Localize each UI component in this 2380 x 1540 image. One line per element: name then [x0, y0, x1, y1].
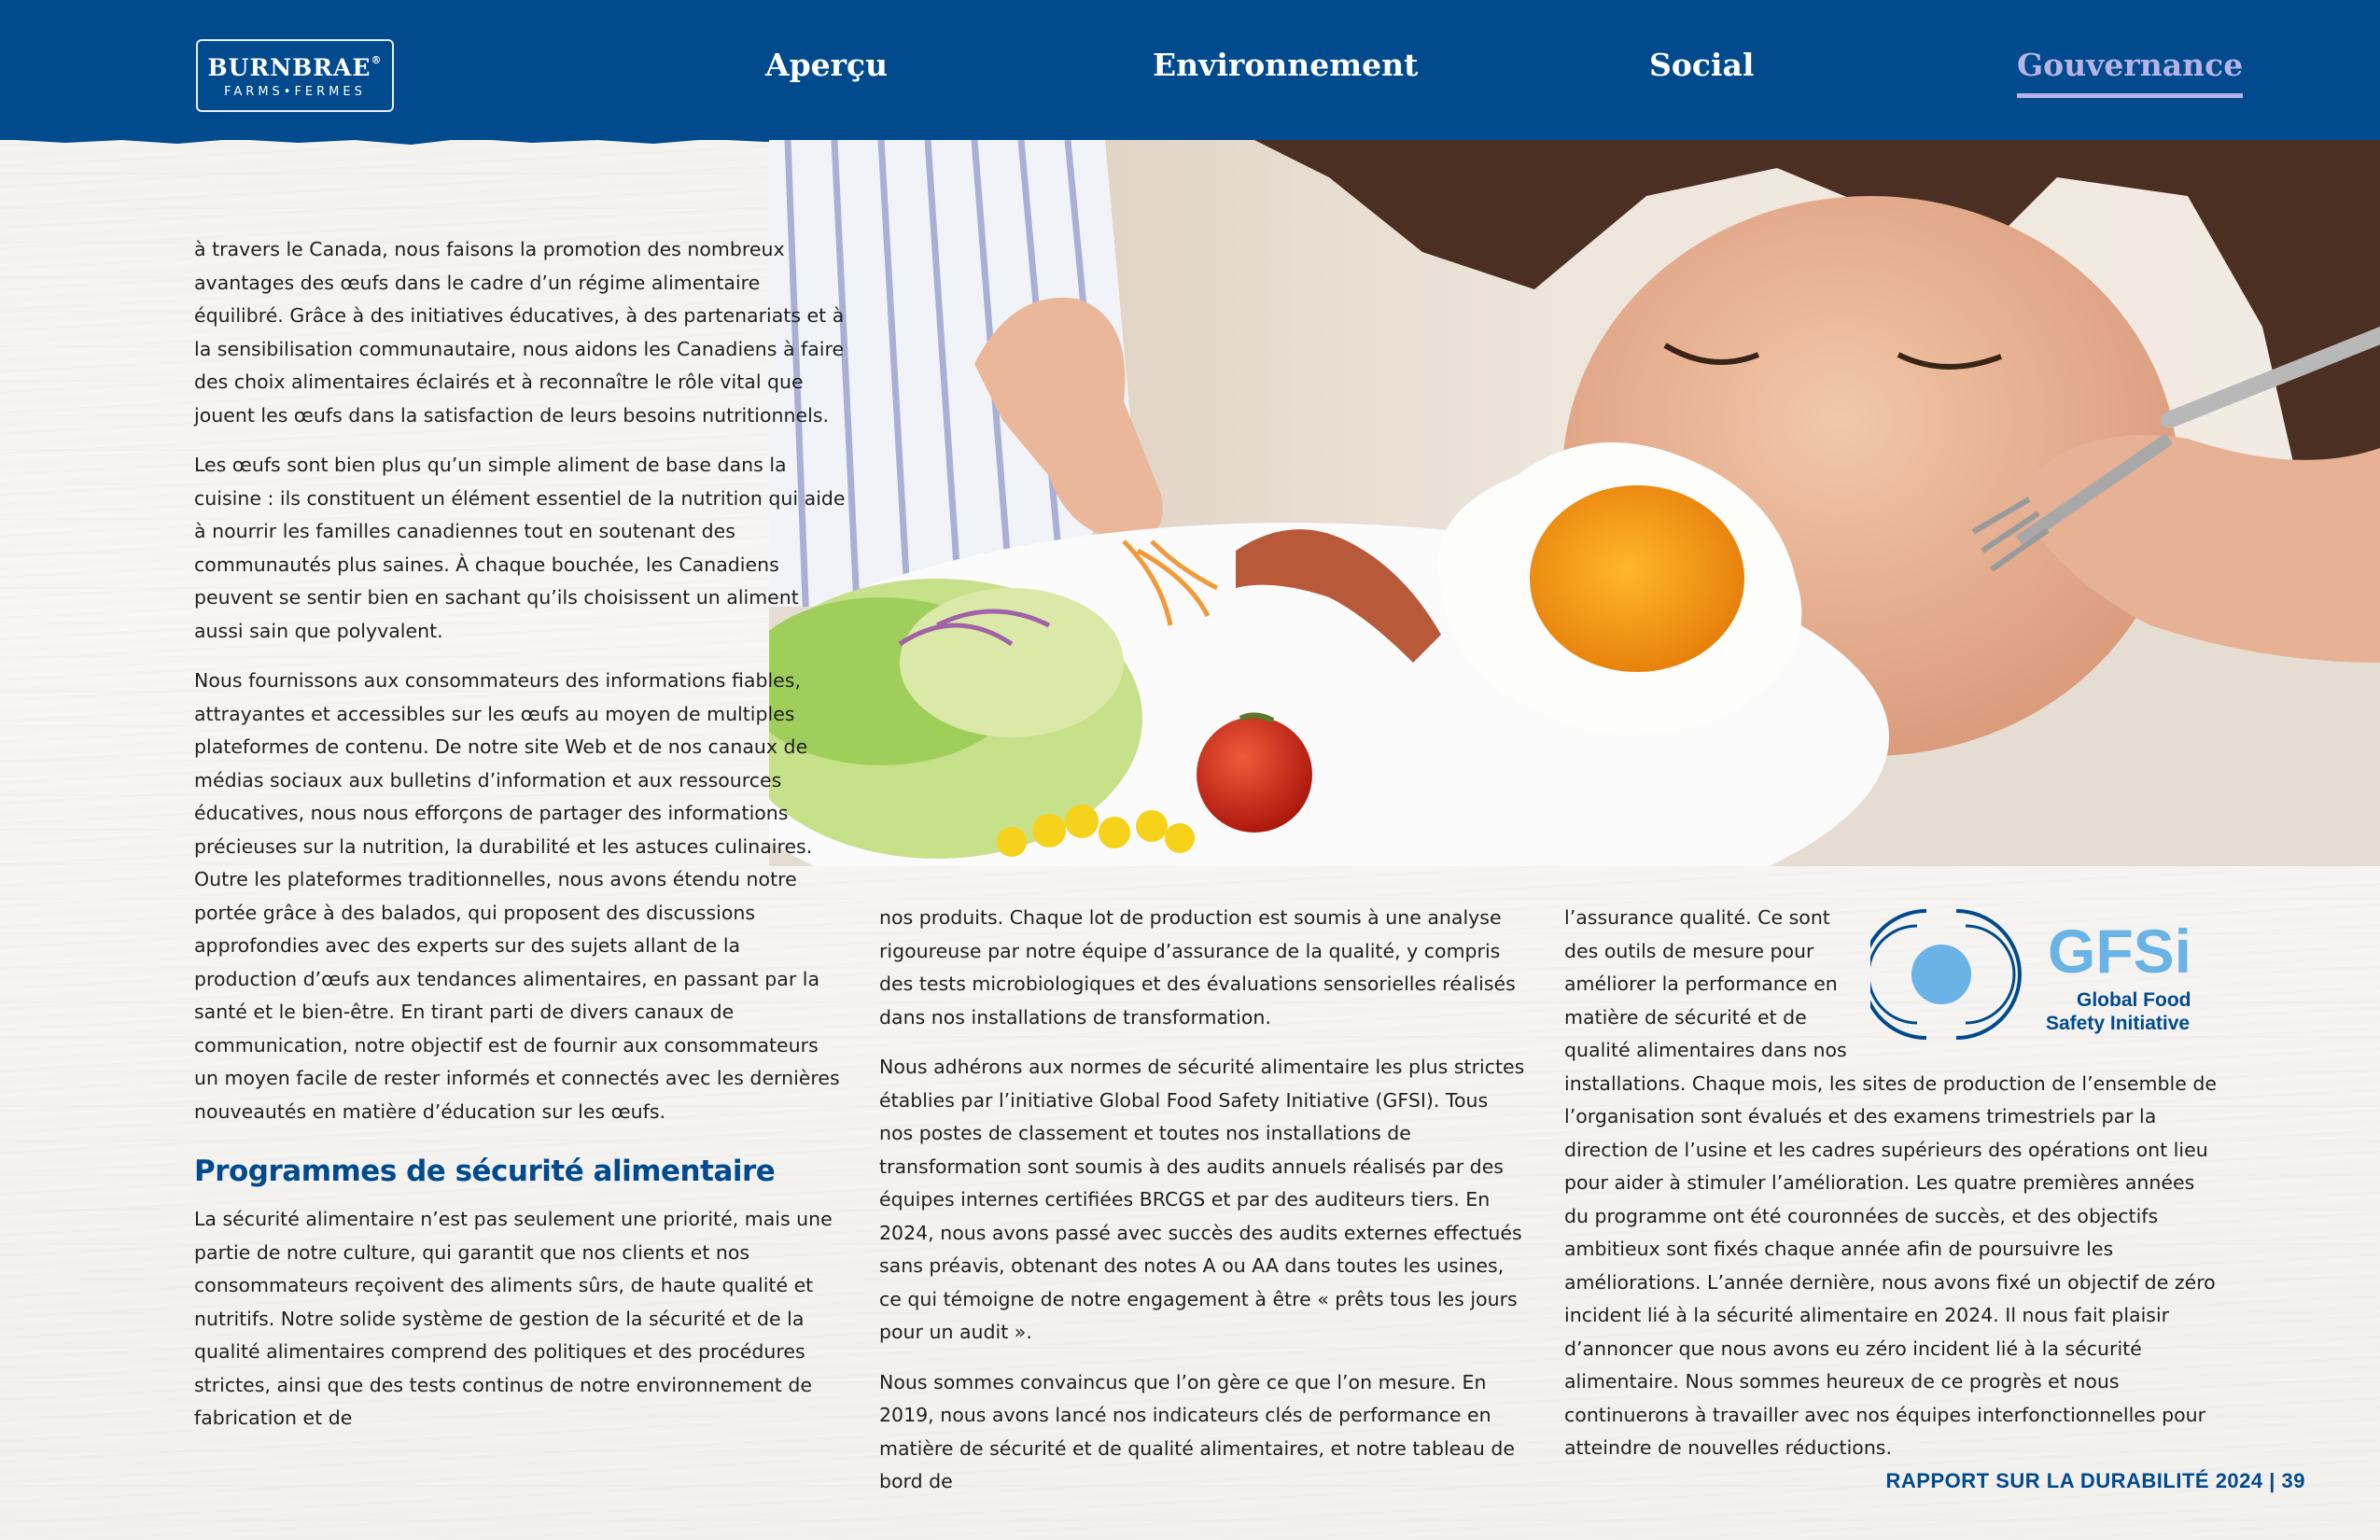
text-column-middle	[879, 902, 1525, 1516]
paragraph-food-safety-culture: La sécurité alimentaire n’est pas seulement une priorité, mais une partie de notre culture, qui garantit que nos clients et nos consommateurs reçoivent des aliments sûrs, de haute qualité et nutritifs. Notre solide système de gestion de la sécurité et de la qualité alimentaires comprend des politiques et des procédures strictes, ainsi que des tests continus de notre environnement de fabrication et de	[194, 1208, 833, 1429]
burnbrae-logo[interactable]	[196, 39, 394, 112]
active-tab-underline	[2017, 93, 2243, 98]
gfsi-line1: Global Food	[2077, 989, 2191, 1011]
paragraph-production-analysis: nos produits. Chaque lot de production est soumis à une analyse rigoureuse par notre équipe d’assurance de la qualité, y compris des tests microbiologiques et des évaluations sensorielles réalisés dans nos installations de transformation.	[879, 906, 1516, 1029]
paragraph-quality-tools: l’assurance qualité. Ce sont des outils de mesure pour améliorer la performance en matière de sécurité et de qualité alimentaires dans nos installations. Chaque mois, les sites de production de l’ensemble de l’organisation sont évalués et des examens trimestriels par la direction de l’usine et les cadres supérieurs des opérations ont lieu pour aider à stimuler l’amélioration. Les quatre premières années du programme ont été couronnées de succès, et des objectifs ambitieux sont fixés chaque année afin de poursuivre les améliorations. L’année dernière, nous avons fixé un objectif de zéro incident lié à la sécurité alimentaire en 2024. Il nous fait plaisir d’annoncer que nous avons eu zéro incident lié à la sécurité alimentaire. Nous sommes heureux de ce progrès et nous continuerons à travailler avec nos équipes interfonctionnelles pour atteindre de nouvelles réductions.	[1564, 906, 2217, 1459]
section-heading-food-safety: Programmes de sécurité alimentaire	[194, 1155, 776, 1188]
nav-social[interactable]: Social	[1649, 47, 1755, 83]
gfsi-line2: Safety Initiative	[2046, 1013, 2191, 1034]
nav-apercu[interactable]: Aperçu	[765, 47, 889, 83]
gfsi-acronym: GFSi	[2048, 917, 2192, 986]
girl-eating-egg-photo	[769, 140, 2380, 866]
nav-environnement[interactable]: Environnement	[1153, 47, 1419, 83]
nav-gouvernance[interactable]	[2017, 47, 2243, 83]
gfsi-logo	[1870, 900, 2225, 1049]
nav-gouvernance-label: Gouvernance	[2017, 47, 2244, 83]
logo-wordmark: BURNBRAE	[207, 54, 371, 81]
paragraph-content-platforms: Nous fournissons aux consommateurs des informations fiables, attrayantes et accessibles sur les œufs au moyen de multiples plateformes de contenu. De notre site Web et de nos canaux de médias sociaux aux bulletins d’information et aux ressources éducatives, nous nous efforçons de partager des informations précieuses sur la nutrition, la durabilité et les astuces culinaires. Outre les plateformes traditionnelles, nous avons étendu notre portée grâce à des balados, qui proposent des discussions approfondies avec des experts sur des sujets allant de la production d’œufs aux tendances alimentaires, en passant par la santé et le bien-être. En tirant parti de divers canaux de communication, notre objectif est de fournir aux consommateurs un moyen facile de rester informés et connectés avec les dernières nouveautés en matière d’éducation sur les œufs.	[194, 669, 840, 1123]
paragraph-kpi-measurement: Nous sommes convaincus que l’on gère ce que l’on mesure. En 2019, nous avons lancé nos indicateurs clés de performance en matière de sécurité et de qualité alimentaires, et notre tableau de bord de	[879, 1370, 1515, 1492]
text-column-left	[194, 233, 847, 1452]
paragraph-gfsi-standards: Nous adhérons aux normes de sécurité alimentaire les plus strictes établies par l’initiative Global Food Safety Initiative (GFSI). Tous nos postes de classement et toutes nos installations de transformation sont soumis à des audits annuels réalisés par des équipes internes certifiées BRCGS et par des auditeurs tiers. En 2024, nous avons passé avec succès des audits externes effectués sans préavis, obtenant des notes A ou AA dans toutes les usines, ce qui témoigne de notre engagement à être « prêts tous les jours pour un audit ».	[879, 1056, 1525, 1343]
logo-subtitle: FARMS•FERMES	[224, 85, 366, 99]
logo-registered-mark: ®	[371, 54, 383, 66]
gfsi-emblem-icon	[1870, 911, 2020, 1038]
text-column-right	[1564, 902, 2218, 1482]
paragraph-egg-nutrition: Les œufs sont bien plus qu’un simple aliment de base dans la cuisine : ils constituent un élément essentiel de la nutrition qui aide à nourrir les familles canadiennes tout en soutenant des communautés plus saines. À chaque bouchée, les Canadiens peuvent se sentir bien en sachant qu’ils choisissent un aliment aussi sain que polyvalent.	[194, 454, 846, 642]
page-footer: RAPPORT SUR LA DURABILITÉ 2024 | 39	[1885, 1469, 2305, 1492]
top-navigation-bar	[0, 0, 2380, 140]
paragraph-egg-promotion: à travers le Canada, nous faisons la promotion des nombreux avantages des œufs dans le cadre d’un régime alimentaire équilibré. Grâce à des initiatives éducatives, à des partenariats et à la sensibilisation communautaire, nous aidons les Canadiens à faire des choix alimentaires éclairés et à reconnaître le rôle vital que jouent les œufs dans la satisfaction de leurs besoins nutritionnels.	[194, 238, 845, 427]
